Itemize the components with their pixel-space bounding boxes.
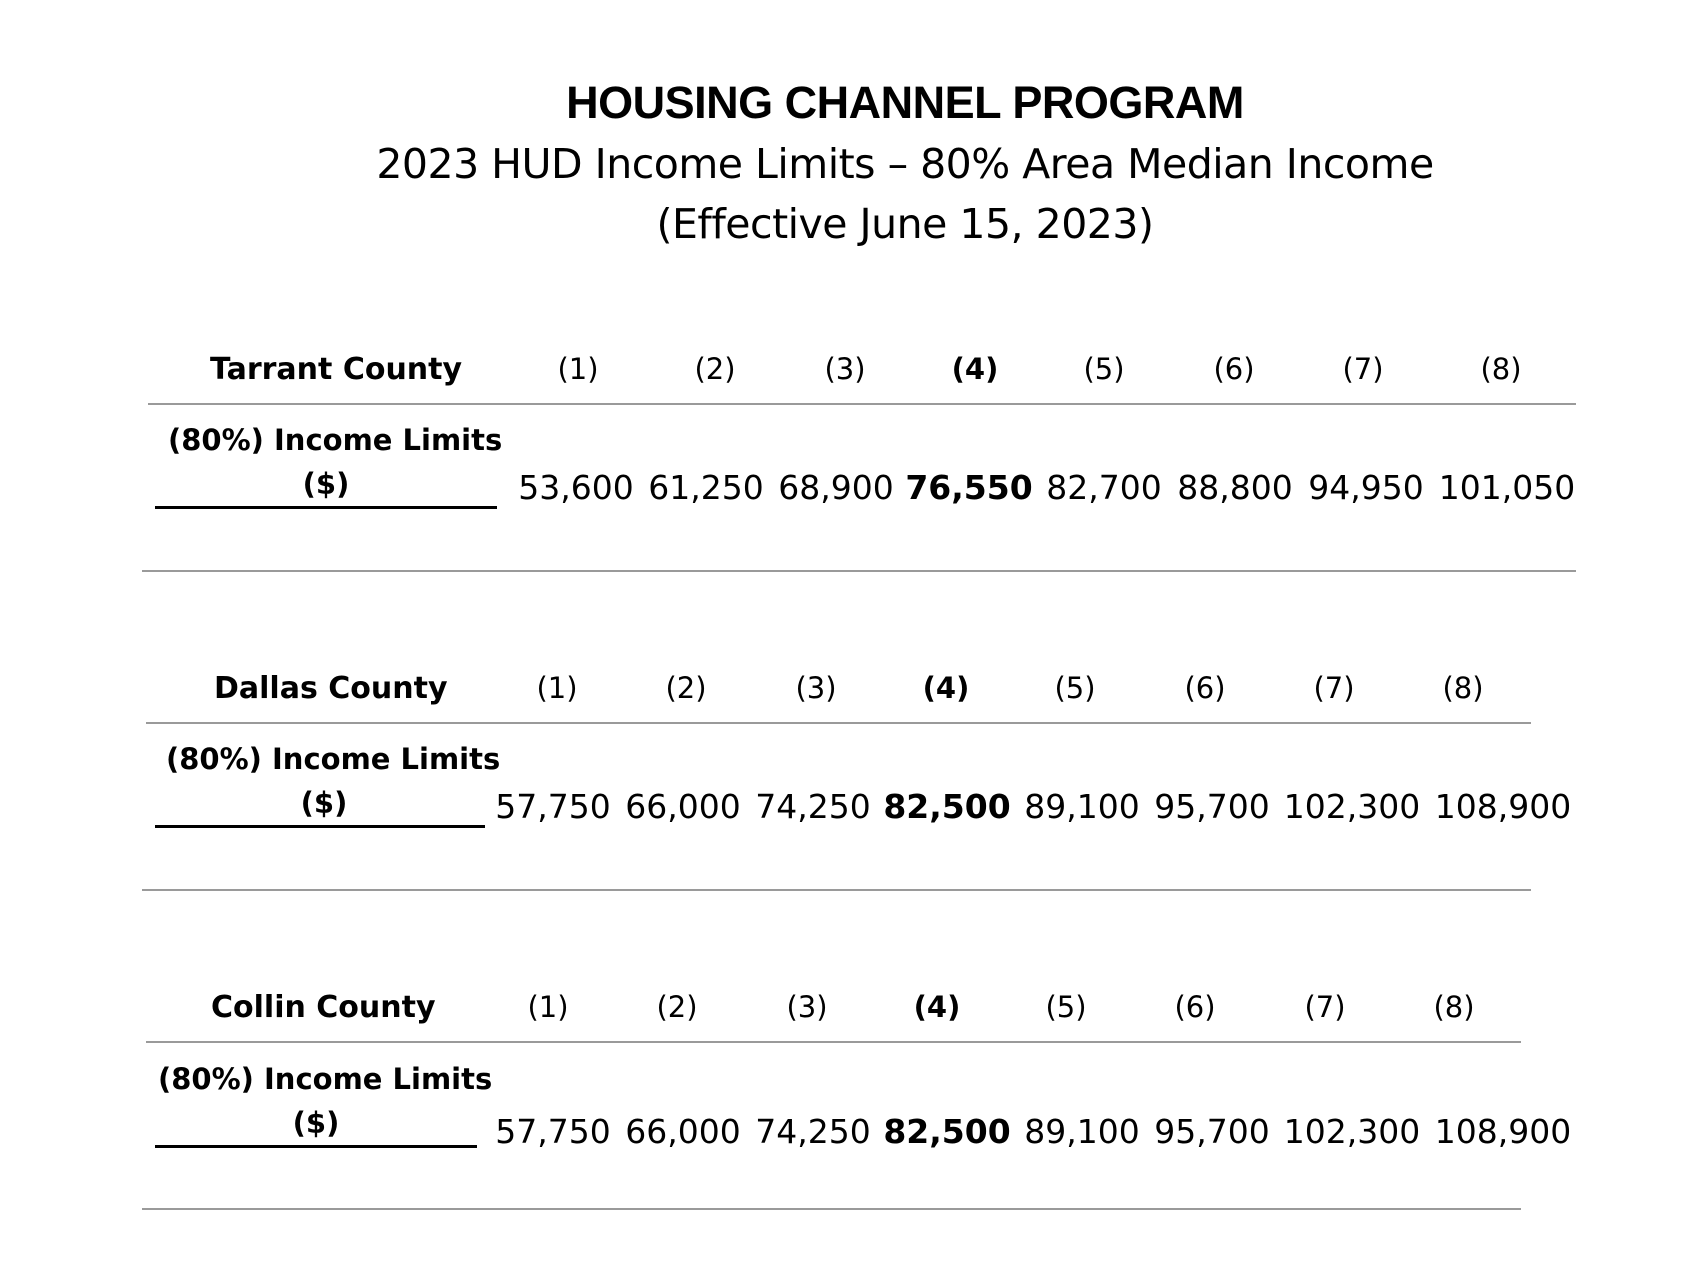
document-header — [0, 72, 1699, 254]
income-limit-1: 53,600 — [518, 468, 634, 507]
table-bottom-rule — [142, 570, 1576, 572]
income-limit-2: 66,000 — [625, 1112, 741, 1151]
label-line-1: (80%) Income Limits — [158, 1062, 493, 1096]
household-size-7: (7) — [1313, 671, 1355, 705]
income-limits-label — [166, 737, 501, 825]
income-limit-1: 57,750 — [495, 787, 611, 826]
household-size-7: (7) — [1342, 352, 1384, 386]
household-size-6: (6) — [1184, 671, 1226, 705]
household-size-5: (5) — [1083, 352, 1125, 386]
header-divider — [146, 1041, 1521, 1043]
county-name: Dallas County — [214, 671, 448, 706]
household-size-7: (7) — [1304, 990, 1346, 1024]
county-name: Tarrant County — [210, 352, 463, 387]
label-underline — [155, 1145, 477, 1148]
income-limit-7: 94,950 — [1308, 468, 1424, 507]
household-size-8: (8) — [1442, 671, 1484, 705]
household-size-2: (2) — [665, 671, 707, 705]
income-limit-5: 89,100 — [1024, 787, 1140, 826]
income-limit-8: 108,900 — [1434, 787, 1572, 826]
household-size-6: (6) — [1174, 990, 1216, 1024]
income-limit-2: 66,000 — [625, 787, 741, 826]
household-size-3: (3) — [786, 990, 828, 1024]
household-size-6: (6) — [1213, 352, 1255, 386]
label-underline — [155, 825, 485, 828]
income-limit-3: 74,250 — [755, 1112, 871, 1151]
income-limit-6: 88,800 — [1177, 468, 1293, 507]
income-limit-6: 95,700 — [1154, 1112, 1270, 1151]
income-limits-label — [158, 1057, 493, 1145]
label-line-1: (80%) Income Limits — [166, 742, 501, 776]
label-line-2: ($) — [302, 467, 350, 501]
income-limit-2: 61,250 — [648, 468, 764, 507]
label-line-1: (80%) Income Limits — [168, 423, 503, 457]
table-bottom-rule — [142, 1208, 1521, 1210]
label-line-2: ($) — [292, 1106, 340, 1140]
income-limit-7: 102,300 — [1283, 1112, 1421, 1151]
income-limit-8: 108,900 — [1434, 1112, 1572, 1151]
household-size-1: (1) — [536, 671, 578, 705]
label-underline — [155, 506, 497, 509]
income-limit-5: 82,700 — [1046, 468, 1162, 507]
household-size-8: (8) — [1433, 990, 1475, 1024]
household-size-5: (5) — [1054, 671, 1096, 705]
header-divider — [148, 403, 1576, 405]
household-size-4: (4) — [922, 671, 970, 705]
table-bottom-rule — [142, 889, 1531, 891]
income-limit-5: 89,100 — [1024, 1112, 1140, 1151]
household-size-5: (5) — [1045, 990, 1087, 1024]
income-limit-4: 82,500 — [883, 1112, 1011, 1151]
income-limit-4: 82,500 — [883, 787, 1011, 826]
household-size-8: (8) — [1480, 352, 1522, 386]
label-line-2: ($) — [300, 786, 348, 820]
household-size-3: (3) — [824, 352, 866, 386]
household-size-1: (1) — [527, 990, 569, 1024]
program-title: HOUSING CHANNEL PROGRAM — [566, 77, 1244, 128]
household-size-2: (2) — [694, 352, 736, 386]
income-limit-6: 95,700 — [1154, 787, 1270, 826]
household-size-1: (1) — [557, 352, 599, 386]
income-limit-3: 74,250 — [755, 787, 871, 826]
income-limit-8: 101,050 — [1438, 468, 1576, 507]
household-size-4: (4) — [951, 352, 999, 386]
header-divider — [146, 722, 1531, 724]
effective-date: (Effective June 15, 2023) — [656, 200, 1154, 248]
household-size-3: (3) — [795, 671, 837, 705]
income-limits-subtitle: 2023 HUD Income Limits – 80% Area Median Income — [376, 140, 1434, 188]
income-limit-3: 68,900 — [778, 468, 894, 507]
income-limits-label — [168, 418, 503, 506]
income-limit-1: 57,750 — [495, 1112, 611, 1151]
income-limit-7: 102,300 — [1283, 787, 1421, 826]
household-size-4: (4) — [913, 990, 961, 1024]
county-name: Collin County — [211, 990, 436, 1025]
household-size-2: (2) — [656, 990, 698, 1024]
income-limit-4: 76,550 — [905, 468, 1033, 507]
